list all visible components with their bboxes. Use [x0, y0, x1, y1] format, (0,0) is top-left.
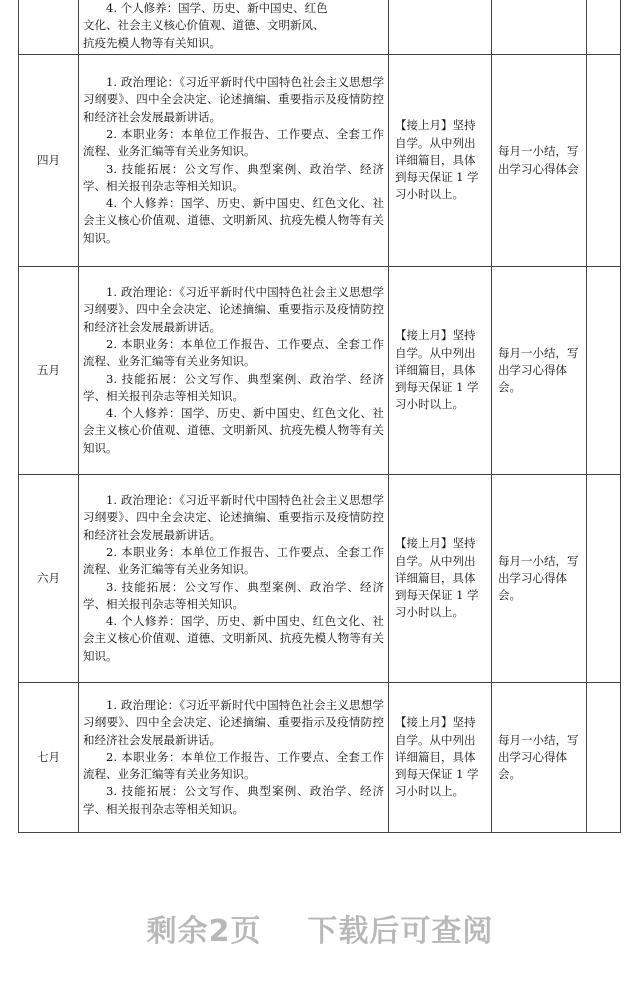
content-line: 文化、社会主义核心价值观、道德、文明新风、 [83, 18, 325, 33]
method-text: 【接上月】坚持自学。从中列出详细篇目，具体到每天保证 1 学习小时以上。 [395, 536, 479, 620]
content-item: 2. 本职业务：本单位工作报告、工作要点、全套工作流程、业务汇编等有关业务知识。 [83, 544, 384, 577]
method-cell [389, 267, 492, 475]
requirement-text: 每月一小结，写出学习心得体会。 [498, 553, 579, 603]
remarks-cell [587, 475, 621, 683]
content-item: 3. 技能拓展：公文写作、典型案例、政治学、经济学、相关报刊杂志等相关知识。 [83, 784, 384, 816]
content-item: 4. 个人修养：国学、历史、新中国史、红色文化、社会主义核心价值观、道德、文明新风、抗疫先模人物等有关知识。 [83, 614, 384, 663]
method-cell [389, 0, 492, 55]
content-item: 4. 个人修养：国学、历史、新中国史、红色文化、社会主义核心价值观、道德、文明新风、抗疫先模人物等有关知识。 [83, 196, 384, 245]
content-item: 4. 个人修养：国学、历史、新中国史、红色文化、社会主义核心价值观、道德、文明新风、抗疫先模人物等有关知识。 [83, 406, 384, 455]
requirement-cell [492, 55, 587, 267]
content-item: 1. 政治理论：《习近平新时代中国特色社会主义思想学习纲要》、四中全会决定、论述摘编、重要指示及疫情防控和经济社会发展最新讲话。 [83, 75, 384, 124]
month-cell: 六月 [19, 475, 79, 683]
content-item: 2. 本职业务：本单位工作报告、工作要点、全套工作流程、业务汇编等有关业务知识。 [83, 749, 384, 782]
requirement-text: 每月一小结，写出学习心得体会 [498, 144, 579, 176]
method-text: 【接上月】坚持自学。从中列出详细篇目，具体到每天保证 1 学习小时以上。 [395, 118, 479, 202]
content-cell [79, 0, 389, 55]
content-item: 1. 政治理论：《习近平新时代中国特色社会主义思想学习纲要》、四中全会决定、论述摘编、重要指示及疫情防控和经济社会发展最新讲话。 [83, 493, 384, 542]
table-row-partial [19, 0, 621, 55]
table-row [19, 683, 621, 833]
month-cell: 七月 [19, 683, 79, 833]
content-line: 抗疫先模人物等有关知识。 [83, 35, 221, 50]
content-item: 3. 技能拓展：公文写作、典型案例、政治学、经济学、相关报刊杂志等相关知识。 [83, 579, 384, 611]
content-cell [79, 683, 389, 833]
month-cell [19, 0, 79, 55]
month-cell: 四月 [19, 55, 79, 267]
method-text: 【接上月】坚持自学。从中列出详细篇目，具体到每天保证 1 学习小时以上。 [395, 715, 479, 799]
method-text: 【接上月】坚持自学。从中列出详细篇目，具体到每天保证 1 学习小时以上。 [395, 328, 479, 412]
content-item: 3. 技能拓展：公文写作、典型案例、政治学、经济学、相关报刊杂志等相关知识。 [83, 161, 384, 193]
content-item: 1. 政治理论：《习近平新时代中国特色社会主义思想学习纲要》、四中全会决定、论述摘编、重要指示及疫情防控和经济社会发展最新讲话。 [83, 697, 384, 747]
content-cell [79, 267, 389, 475]
content-cell [79, 475, 389, 683]
requirement-cell [492, 683, 587, 833]
content-item: 2. 本职业务：本单位工作报告、工作要点、全套工作流程、业务汇编等有关业务知识。 [83, 126, 384, 159]
requirement-cell [492, 267, 587, 475]
download-to-view-text: 下载后可查阅 [307, 914, 494, 949]
study-plan-table [18, 0, 621, 833]
remarks-cell [587, 267, 621, 475]
remarks-cell [587, 683, 621, 833]
remarks-cell [587, 0, 621, 55]
remaining-pages-text: 剩余2页 [146, 914, 262, 949]
method-cell [389, 475, 492, 683]
content-item: 1. 政治理论：《习近平新时代中国特色社会主义思想学习纲要》、四中全会决定、论述摘编、重要指示及疫情防控和经济社会发展最新讲话。 [83, 285, 384, 334]
content-item: 3. 技能拓展：公文写作、典型案例、政治学、经济学、相关报刊杂志等相关知识。 [83, 371, 384, 403]
remarks-cell [587, 55, 621, 267]
requirement-cell [492, 475, 587, 683]
method-cell [389, 55, 492, 267]
requirement-text: 每月一小结，写出学习心得体会。 [498, 345, 579, 395]
table-row [19, 267, 621, 475]
table-row [19, 475, 621, 683]
content-line: 4. 个人修养：国学、历史、新中国史、红色 [106, 1, 328, 16]
content-cell [79, 55, 389, 267]
content-item: 2. 本职业务：本单位工作报告、工作要点、全套工作流程、业务汇编等有关业务知识。 [83, 336, 384, 369]
method-cell [389, 683, 492, 833]
requirement-cell [492, 0, 587, 55]
table-row [19, 55, 621, 267]
requirement-text: 每月一小结，写出学习心得体会。 [498, 732, 579, 782]
month-cell: 五月 [19, 267, 79, 475]
download-prompt[interactable] [0, 906, 640, 950]
